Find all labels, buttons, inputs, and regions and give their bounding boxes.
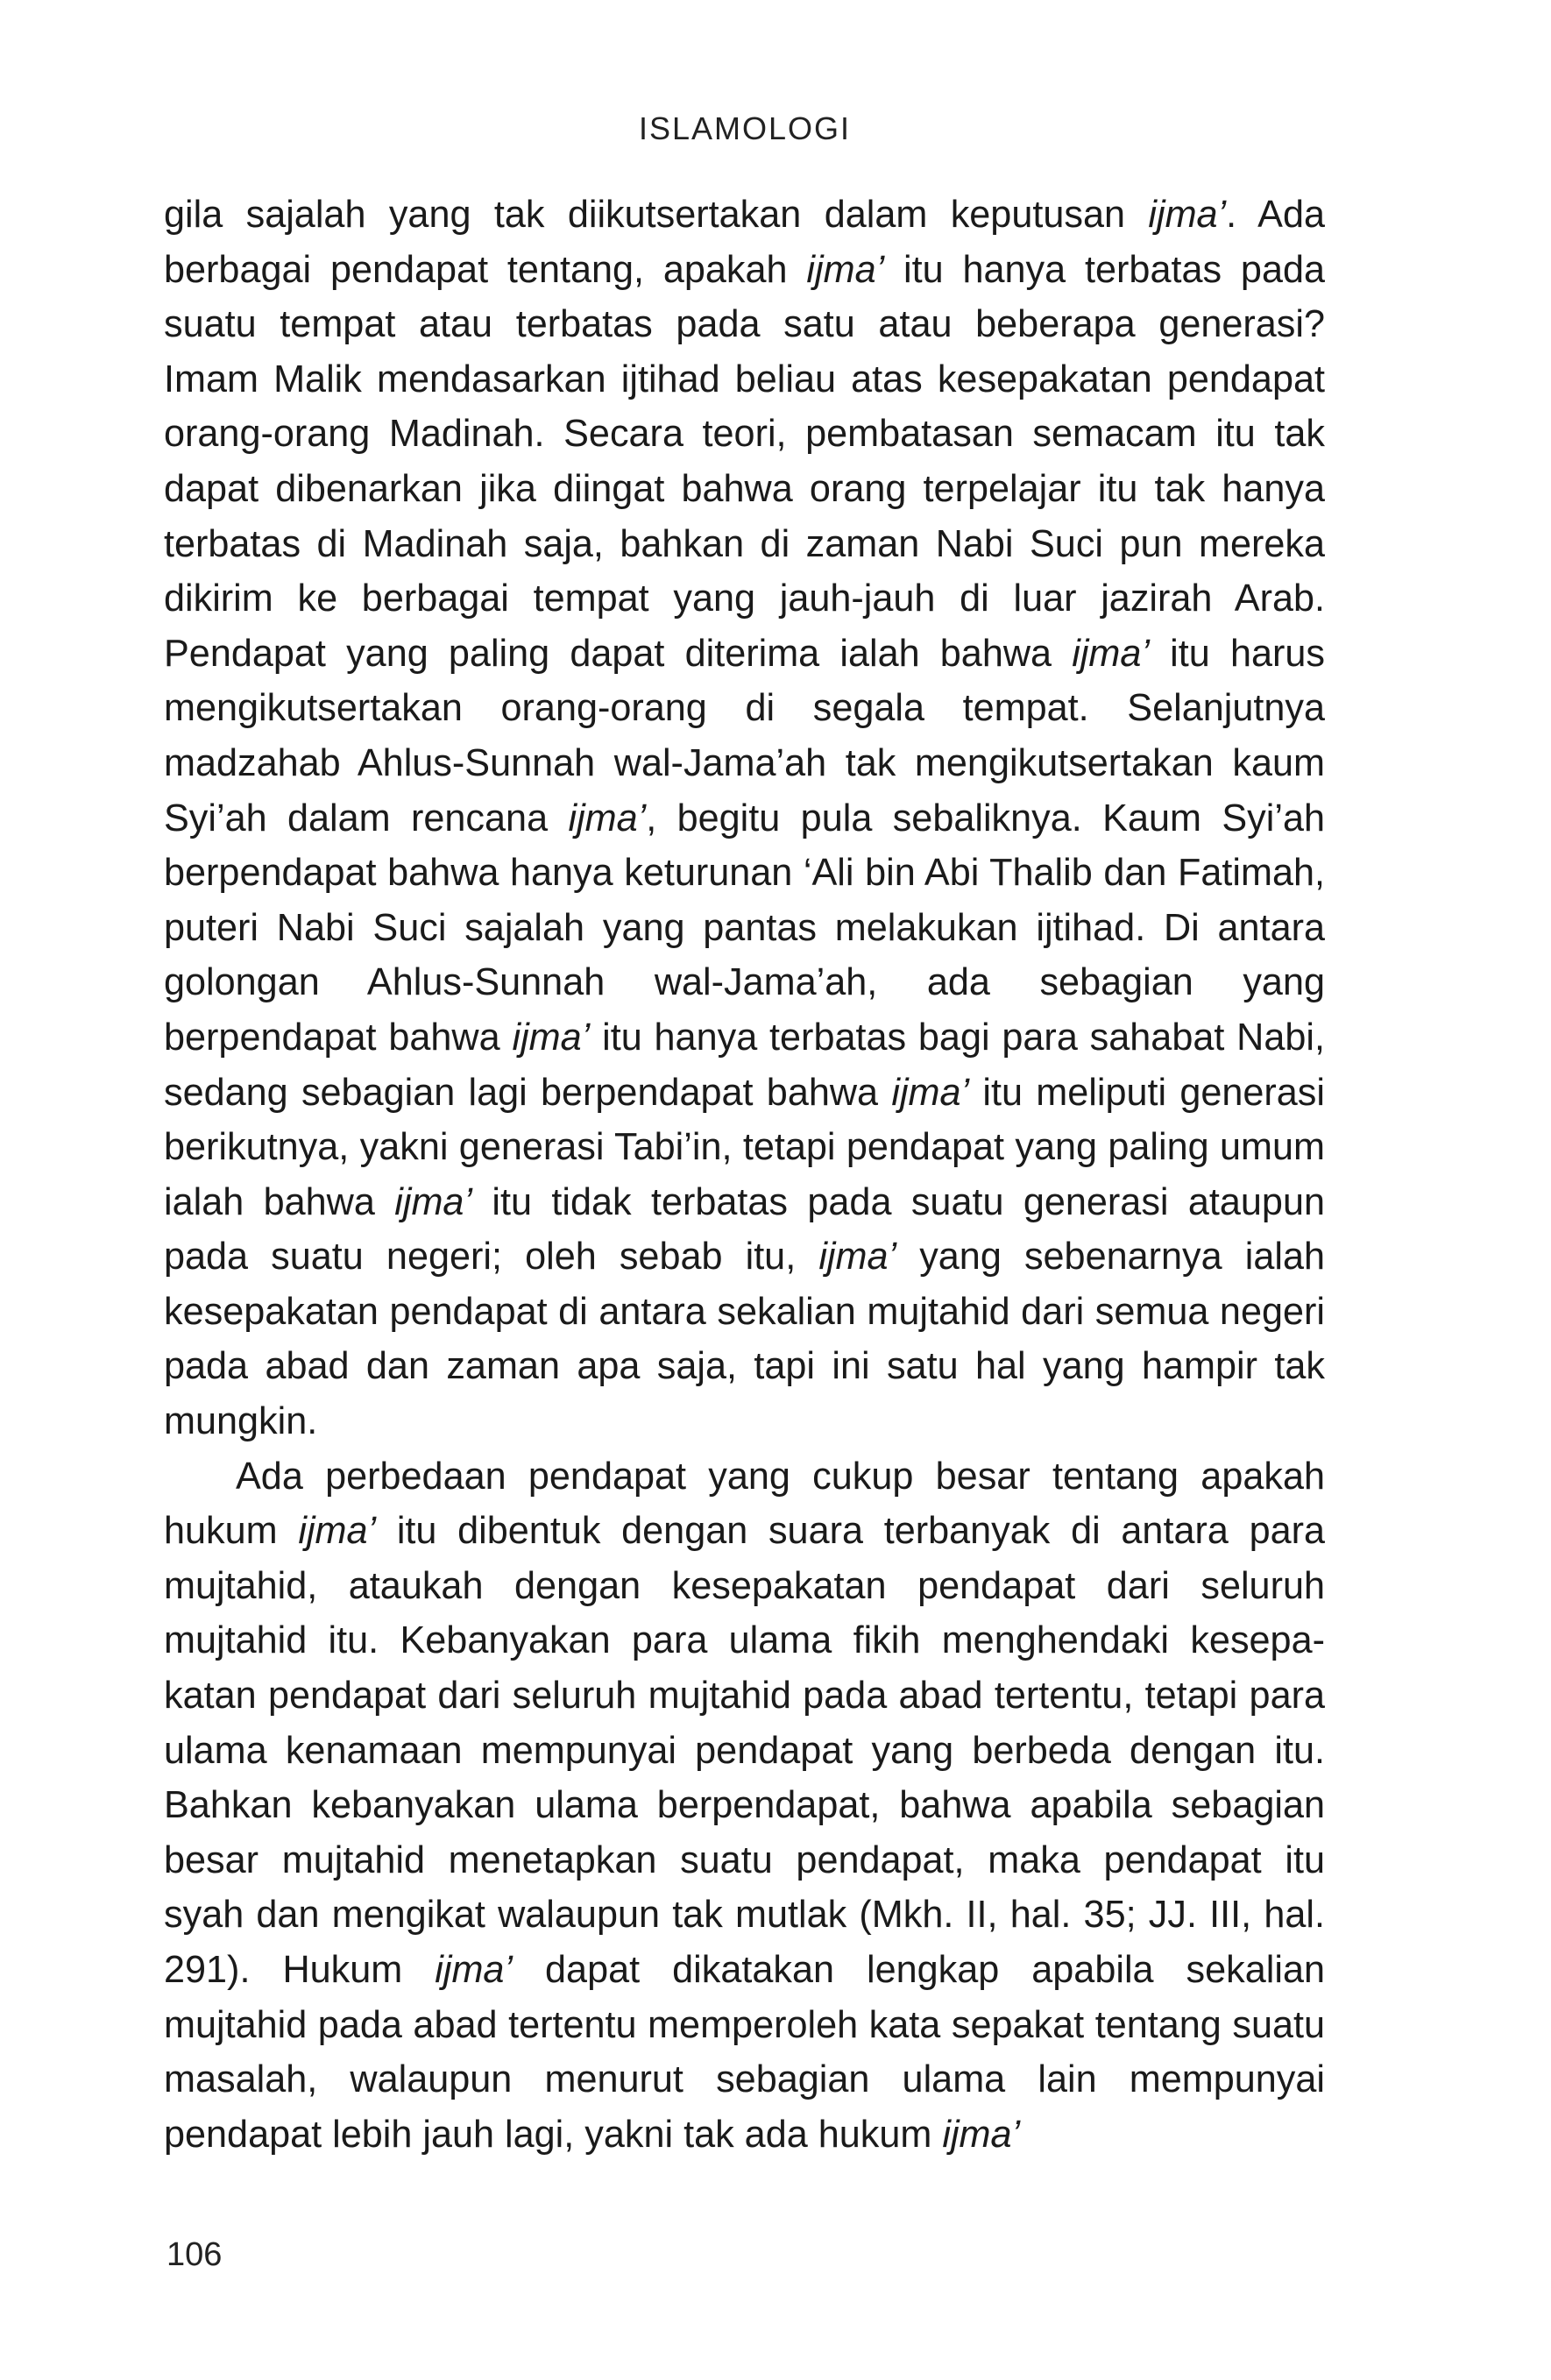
- text-run: . Ada berbagai pendapat tentang, apakah: [164, 194, 1325, 291]
- italic-term: ijma’: [806, 248, 885, 291]
- italic-term: ijma’: [1072, 632, 1150, 675]
- italic-term: ijma’: [435, 1949, 513, 1991]
- italic-term: ijma’: [568, 797, 647, 839]
- text-run: yang sebenarnya ialah kesepakatan pendapat di antara sekalian mujtahid dari semua negeri pada abad dan zaman apa saja, tapi ini satu hal yang hampir tak mungkin.: [164, 1236, 1325, 1443]
- body-text: [164, 188, 1325, 2162]
- text-run: itu hanya terbatas pada suatu tempat atau terbatas pada satu atau beberapa generasi? Imam Malik mendasarkan ijtihad beliau atas kesepakatan pendapat orang-orang Madinah. Secara teori, pembatasan semacam itu tak dapat dibenarkan jika diingat bahwa orang terpelajar itu tak hanya terbatas di Madinah saja, bahkan di zaman Nabi Suci pun mereka dikirim ke berbagai tempat yang jauh-jauh di luar jazirah Arab. Pendapat yang paling dapat diterima ialah bahwa: [164, 248, 1325, 675]
- italic-term: ijma’: [512, 1016, 591, 1059]
- page-number: 106: [166, 2236, 223, 2273]
- italic-term: ijma’: [298, 1510, 377, 1553]
- italic-term: ijma’: [1148, 194, 1227, 236]
- italic-term: ijma’: [818, 1236, 897, 1279]
- text-run: Ada perbedaan pendapat yang cukup besar tentang apakah hukum: [164, 1455, 1325, 1553]
- text-run: itu hanya terbatas bagi para sahabat Nabi, sedang sebagian lagi berpendapat bahwa: [164, 1016, 1326, 1114]
- paragraph-2: [164, 1449, 1325, 2163]
- text-run: itu tidak terbatas pada suatu generasi ataupun pada suatu negeri; oleh sebab itu,: [164, 1180, 1325, 1279]
- text-run: itu harus mengikutsertakan orang-orang di segala tempat. Selanjutnya madzahab Ahlus-Sunnah wal-Jama’ah tak mengikutsertakan kaum Syi’ah dalam rencana: [164, 632, 1325, 839]
- text-run: itu meliputi generasi berikutnya, yakni generasi Tabi’in, tetapi pendapat yang paling umum ialah bahwa: [164, 1071, 1325, 1223]
- italic-term: ijma’: [942, 2113, 1021, 2156]
- text-run: , begitu pula sebaliknya. Kaum Syi’ah berpendapat bahwa hanya keturunan ‘Ali bin Abi Thalib dan Fatimah, puteri Nabi Suci sajalah yang pantas melakukan ijtihad. Di antara golongan Ahlus-Sunnah wal-Jama’ah, ada sebagian yang berpendapat bahwa: [164, 797, 1325, 1059]
- italic-term: ijma’: [394, 1180, 473, 1223]
- text-run: gila sajalah yang tak diikutsertakan dalam keputusan: [164, 194, 1149, 236]
- text-run: itu dibentuk dengan suara terbanyak di antara para mujtahid, ataukah dengan kesepakatan pendapat dari seluruh mujtahid itu. Kebanyakan para ulama fikih menghendaki kesepakatan pendapat dari seluruh mujtahid pada abad tertentu, tetapi para ulama kenamaan mempunyai pendapat yang berbeda dengan itu. Bahkan kebanyakan ulama berpendapat, bahwa apabila sebagian besar mujtahid menetapkan suatu pendapat, maka pendapat itu syah dan mengikat walaupun tak mutlak (Mkh. II, hal. 35; JJ. III, hal. 291). Hukum: [164, 1510, 1326, 1991]
- italic-term: ijma’: [891, 1071, 970, 1114]
- paragraph-1: [164, 188, 1325, 1449]
- running-header-title: ISLAMOLOGI: [638, 110, 852, 146]
- text-run: dapat dikatakan lengkap apabila sekalian mujtahid pada abad tertentu memperoleh kata sepakat tentang suatu masalah, walaupun menurut sebagian ulama lain mempunyai pendapat lebih jauh lagi, yakni tak ada hukum: [164, 1949, 1326, 2156]
